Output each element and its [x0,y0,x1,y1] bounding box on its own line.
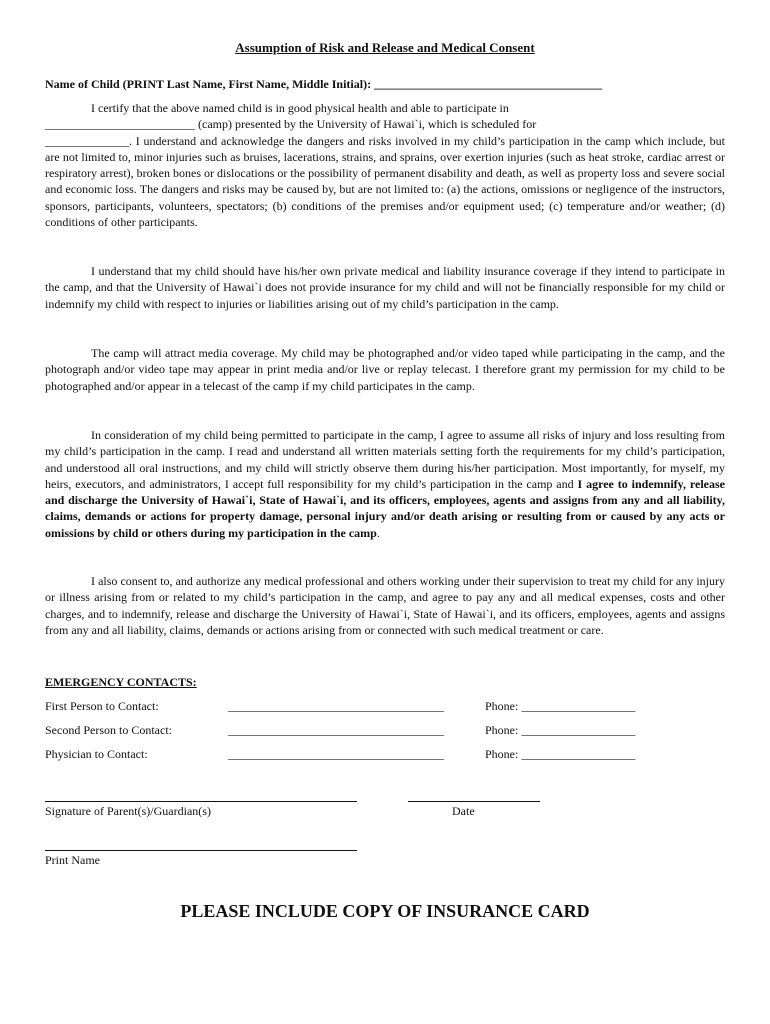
form-title: Assumption of Risk and Release and Medical Consent [235,40,535,55]
first-contact-phone-field[interactable]: ___________________ [521,699,636,713]
phone-label: Phone: [485,747,519,761]
p1-line1: I certify that the above named child is in good physical health and able to participate in [91,101,509,115]
release-bold-clause: I agree to indemnify, release and discharge the University of Hawai`i, State of Hawai`i, and its officers, employees, agents and assigns from any and all liability, claims, demands or actions for property damage, personal injury and/or death arising or resulting from or caused by any acts or omissions by child or others during my participation in the camp [45,476,725,540]
paragraph-medical-consent: I also consent to, and authorize any medical professional and others working under their supervision to treat my child for any injury or illness arising from or related to my child’s participation in the camp, and agree to pay any and all medical expenses, costs and other charges, and to indemnify, release and discharge the University of Hawai`i, State of Hawai`i, and its officers, employees, agents and assigns from any and all liability, claims, demands or actions arising from or connected with such medical treatment or care. [45,574,725,637]
date-line[interactable] [408,801,540,802]
first-contact-phone [485,698,635,714]
paragraph-release: In consideration of my child being permitted to participate in the camp, I agree to assume all risks of injury and loss resulting from my child’s participation in the camp. I read and understand all written materials setting forth the requirements for my child’s participation, and understood all oral instructions, and my child will strictly observe them during his/her participation. Most importantly, for myself, my heirs, executors, and administrators, I accept full responsibility for my child’s participation in the camp and I agree to indemnify, release and discharge the University of Hawai`i, State of Hawai`i, and its officers, employees, agents and assigns from any and all liability, claims, demands or actions for property damage, personal injury and/or death arising or resulting from or caused by any acts or omissions by child or others during my participation in the camp. [45,428,725,540]
child-name-label: Name of Child (PRINT Last Name, First Name, Middle Initial): [45,77,372,91]
second-contact-phone-field[interactable]: ___________________ [521,723,636,737]
child-name-field[interactable]: ______________________________________ [374,77,603,91]
physician-phone-field[interactable]: ___________________ [521,747,636,761]
print-name-label: Print Name [45,853,100,867]
phone-label: Phone: [485,699,519,713]
signature-line[interactable] [45,801,357,802]
p1-rest: ______________. I understand and acknowledge the dangers and risks involved in my child’s participation in the camp which include, but are not limited to, minor injuries such as bruises, lacerations, strains, and sprains, over exertion injuries (such as heat stroke, cardiac arrest or respiratory arrest), broken bones or dislocations or the possibility of permanent disability and death, as well as property loss and severe social and economic loss. The dangers and risks may be caused by, but are not limited to: (a) the actions, omissions or negligence of the instructors, sponsors, participants, volunteers, spectators; (b) conditions of the premises and/or equipment used; (c) temperature and/or weather; (d) conditions of other participants. [45,133,725,230]
child-name-row [45,76,602,92]
insurance-card-notice: PLEASE INCLUDE COPY OF INSURANCE CARD [180,901,590,921]
physician-phone [485,746,635,762]
first-contact-label: First Person to Contact: [45,699,159,713]
phone-label: Phone: [485,723,519,737]
paragraph-insurance: I understand that my child should have his/her own private medical and liability insurance coverage if they intend to participate in the camp, and that the University of Hawai`i does not provide insurance for my child and will not be financially responsible for my child or indemnify my child with respect to injuries or liabilities arising out of my child’s participation in the camp. [45,264,725,311]
second-contact-field[interactable]: ____________________________________ [228,723,444,737]
second-contact-phone [485,722,635,738]
physician-contact-label: Physician to Contact: [45,747,148,761]
second-contact-label: Second Person to Contact: [45,723,172,737]
signature-label: Signature of Parent(s)/Guardian(s) [45,804,211,818]
date-label: Date [452,804,475,818]
first-contact-field[interactable]: ____________________________________ [228,699,444,713]
print-name-line[interactable] [45,850,357,851]
p1-line2: _________________________ (camp) presented by the University of Hawai`i, which is scheduled for [45,117,537,132]
emergency-contacts-heading: EMERGENCY CONTACTS: [45,675,197,689]
paragraph-health-certification [45,100,725,230]
physician-contact-field[interactable]: ____________________________________ [228,747,444,761]
paragraph-media: The camp will attract media coverage. My child may be photographed and/or video taped while participating in the camp, and the photograph and/or video tape may appear in print media and/or live or replay telecast. I therefore grant my permission for my child to be photographed and/or appear in a telecast of the camp if my child participates in the camp. [45,346,725,393]
